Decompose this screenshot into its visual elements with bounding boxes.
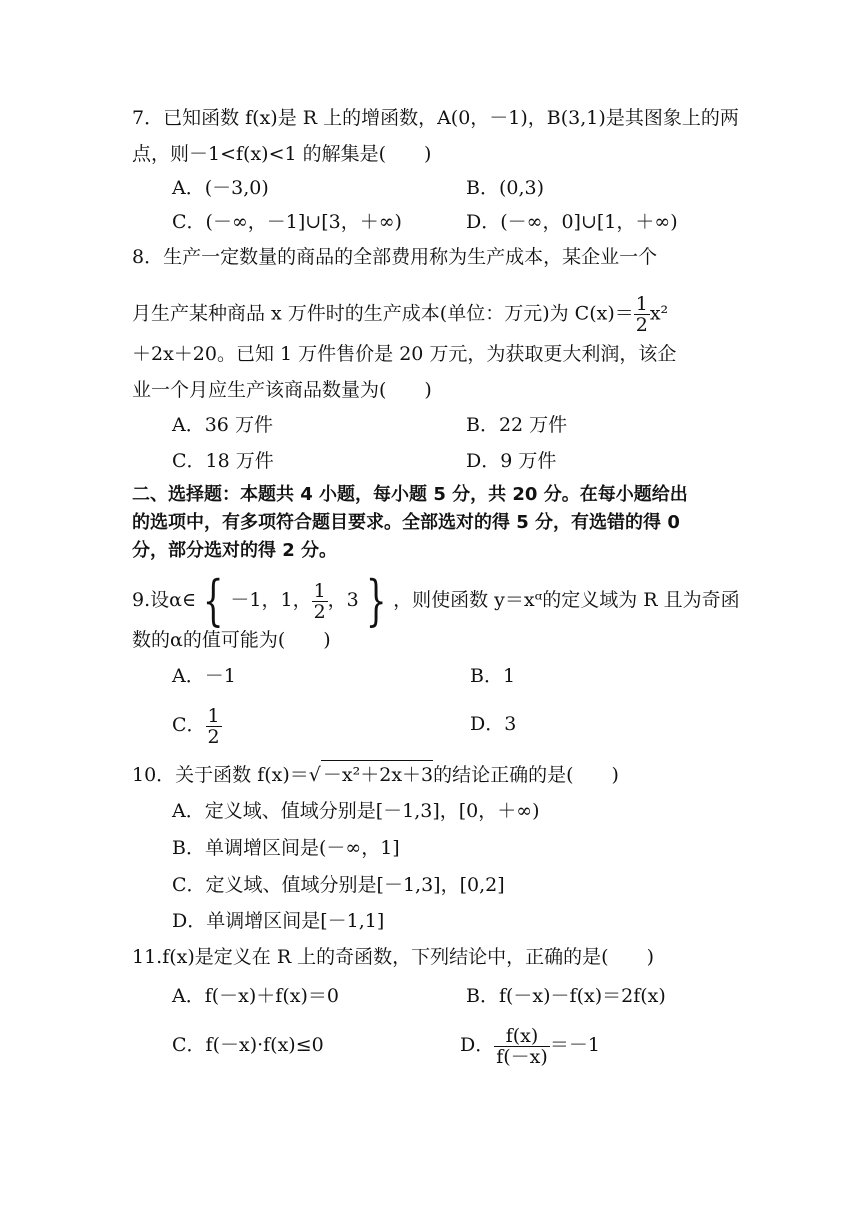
q9-set-frac-num: 1 [313,579,326,602]
q9-option-a: A．－1 [172,665,236,687]
q7-option-c: C．(－∞，－1]∪[3，＋∞) [172,211,402,233]
q9-option-c-den: 2 [207,725,220,748]
q9-set-frac-den: 2 [313,600,326,623]
q10-tail: 的结论正确的是( ) [433,764,619,786]
q9-option-c-label: C． [172,714,206,736]
q9-line1-tail: ，则使函数 y＝xᵅ的定义域为 R 且为奇函 [393,589,740,611]
q9-set-tail: ，3 [327,589,359,611]
section2-line2: 的选项中，有多项符合题目要求。全部选对的得 5 分，有选错的得 0 [132,512,680,533]
q11-option-d [460,1020,600,1070]
q7-line1: 7．已知函数 f(x)是 R 上的增函数，A(0，－1)，B(3,1)是其图象上的两 [132,107,739,129]
q10-line1 [132,760,619,789]
q11-option-d-fraction [494,1026,550,1067]
q8-line2 [132,294,668,335]
q11-option-b: B．f(－x)－f(x)＝2f(x) [466,985,666,1007]
q8-frac-den: 2 [635,314,648,336]
q9-line1 [132,569,740,632]
q9-option-d: D．3 [470,713,517,735]
left-brace-icon: { [202,569,224,632]
q11-line1: 11.f(x)是定义在 R 上的奇函数，下列结论中，正确的是( ) [132,946,655,968]
q8-line1: 8．生产一定数量的商品的全部费用称为生产成本，某企业一个 [132,246,658,268]
q9-set-fraction [312,581,328,622]
q9-set-items: －1，1， [230,589,312,611]
q11-option-d-tail: ＝－1 [549,1034,600,1056]
q8-option-d: D．9 万件 [466,450,557,472]
q11-option-d-den: f(－x) [496,1045,548,1068]
q8-line4: 业一个月应生产该商品数量为( ) [132,379,432,401]
q11-option-d-num: f(x) [494,1026,550,1047]
q8-fraction [634,294,650,335]
q8-line2-text: 月生产某种商品 x 万件时的生产成本(单位：万元)为 C(x)＝ [132,302,634,325]
q9-prefix: 9.设α∈ [132,589,197,611]
q9-option-c [172,703,222,747]
q10-option-c: C．定义域、值域分别是[－1,3]，[0,2] [172,874,505,896]
section2-line3: 分，部分选对的得 2 分。 [132,540,338,561]
q10-option-b: B．单调增区间是(－∞，1] [172,837,400,859]
q10-option-d: D．单调增区间是[－1,1] [172,910,385,932]
q7-option-a: A．(－3,0) [172,177,269,199]
q7-option-b: B．(0,3) [466,177,545,199]
q9-option-c-fraction [206,706,222,747]
q9-line2: 数的α的值可能为( ) [132,629,331,651]
q8-option-b: B．22 万件 [466,414,568,436]
q9-option-c-num: 1 [207,704,220,727]
q7-line2: 点，则－1<f(x)<1 的解集是( ) [132,143,432,165]
right-brace-icon: } [365,569,387,632]
q11-option-a: A．f(－x)＋f(x)＝0 [172,985,339,1007]
q8-frac-num: 1 [635,293,648,315]
q11-option-c: C．f(－x)·f(x)≤0 [172,1034,324,1056]
q10-option-a: A．定义域、值域分别是[－1,3]，[0，＋∞) [172,800,540,822]
q8-option-a: A．36 万件 [172,414,273,436]
q8-line3: ＋2x＋20。已知 1 万件售价是 20 万元，为获取更大利润，该企 [132,343,677,365]
q8-line2-tail: x² [649,302,669,325]
sqrt-icon: √ [308,764,321,786]
q7-option-d: D．(－∞，0]∪[1，＋∞) [466,211,678,233]
q8-option-c: C．18 万件 [172,450,274,472]
q11-option-d-label: D． [460,1034,495,1056]
q9-option-b: B．1 [470,665,516,687]
q10-prefix: 10．关于函数 f(x)＝ [132,764,309,786]
section2-line1: 二、选择题：本题共 4 小题，每小题 5 分，共 20 分。在每小题给出 [132,484,688,505]
q10-radicand: －x²＋2x＋3 [321,760,433,789]
